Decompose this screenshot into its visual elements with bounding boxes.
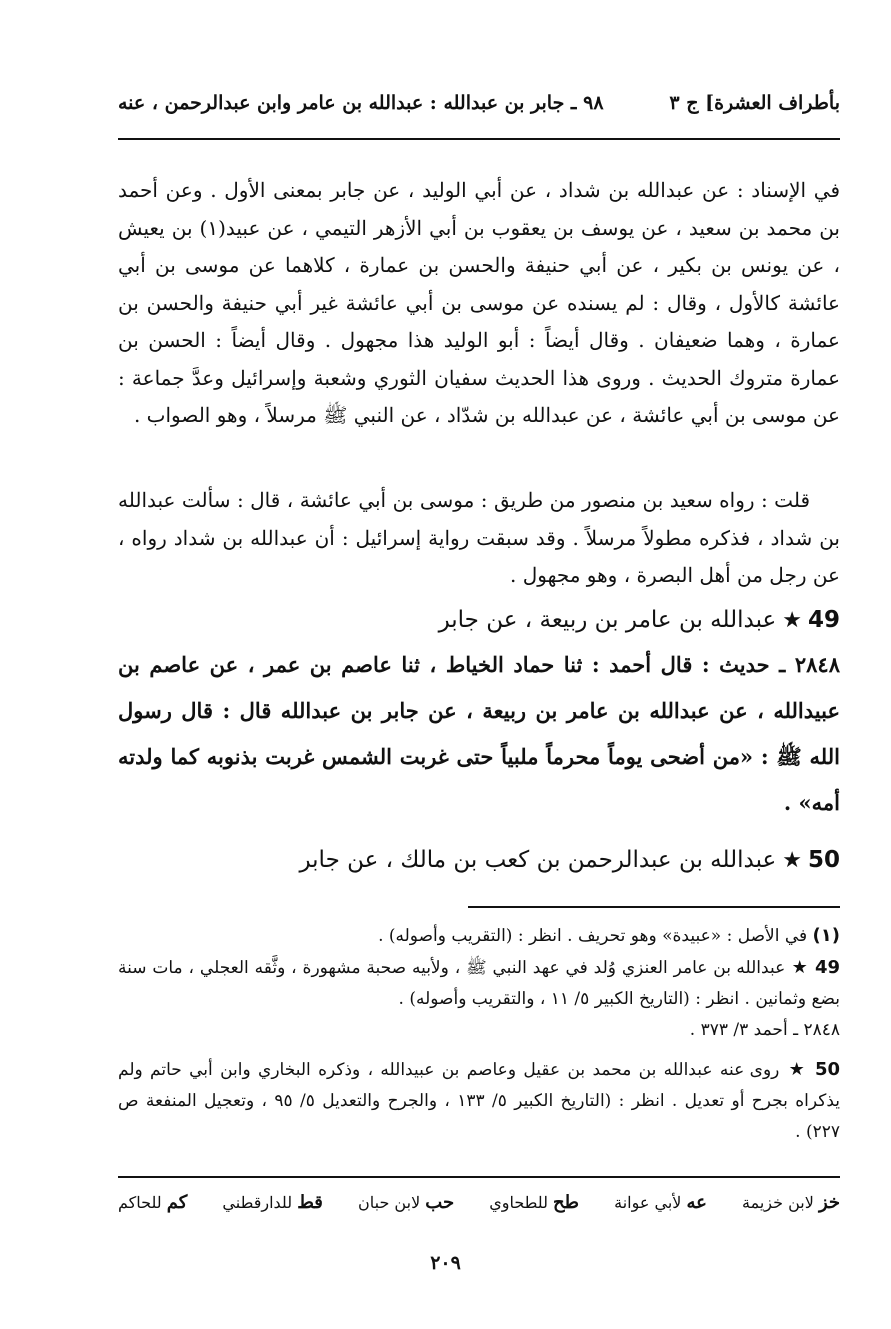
footnote bbox=[118, 1054, 840, 1148]
header-rule bbox=[118, 138, 840, 140]
hadith-2848: ٢٨٤٨ ـ حديث : قال أحمد : ثنا حماد الخياط ، ثنا عاصم بن عمر ، عن عاصم بن عبيدالله ، عن عبدالله بن عامر بن ربيعة ، عن جابر بن عبدالله قال : قال رسول الله ﷺ : «من أضحى يوماً محرماً ملبياً حتى غربت الشمس غربت بذنوبه كما ولدته أمه» . bbox=[118, 652, 840, 815]
footnote-text: في الأصل : «عبيدة» وهو تحريف . انظر : (التقريب وأصوله) . bbox=[378, 926, 808, 946]
footnote-marker: 50 ★ bbox=[786, 1059, 841, 1080]
footnote-marker: (١) bbox=[812, 925, 840, 946]
footnote-text: روى عنه عبدالله بن محمد بن عقيل وعاصم بن عبيدالله ، وذكره البخاري وابن أبي حاتم ولم يذكراه بجرح أو تعديل . انظر : (التاريخ الكبير ٥/ ١٣٣ ، والجرح والتعديل ٥/ ٩٥ ، وتعجيل المنفعة ص ٢٢٧) . bbox=[118, 1060, 840, 1142]
running-header bbox=[118, 92, 840, 124]
footnote-text: ٢٨٤٨ ـ أحمد ٣/ ٣٧٣ . bbox=[689, 1020, 840, 1040]
footnote bbox=[118, 920, 840, 952]
star-icon: ★ bbox=[782, 848, 802, 873]
footnote bbox=[118, 1015, 840, 1046]
header-chapter: ٩٨ ـ جابر بن عبدالله : عبدالله بن عامر وابن عبدالرحمن ، عنه bbox=[118, 92, 604, 114]
footnote-text: عبدالله بن عامر العنزي وُلد في عهد النبي ﷺ ، ولأبيه صحبة مشهورة ، وثَّقه العجلي ، مات سنة بضع وثمانين . انظر : (التاريخ الكبير ٥/ ١١ ، والتقريب وأصوله) . bbox=[118, 958, 840, 1009]
footnote bbox=[118, 952, 840, 1015]
footnote-marker: 49 ★ bbox=[791, 957, 841, 978]
entry-heading-49 bbox=[118, 600, 840, 641]
entry-number: 49 bbox=[807, 607, 840, 633]
entry-title: عبدالله بن عامر بن ربيعة ، عن جابر bbox=[438, 607, 777, 633]
paragraph-qultu: قلت : رواه سعيد بن منصور من طريق : موسى بن أبي عائشة ، قال : سألت عبدالله بن شداد ، فذكره مطولاً مرسلاً . وقد سبقت رواية إسرائيل : أن عبدالله بن شداد رواه ، عن رجل من أهل البصرة ، وهو مجهول . bbox=[118, 488, 840, 587]
abbrev-item: كم للحاكم bbox=[118, 1192, 188, 1213]
abbrev-item: طح للطحاوي bbox=[489, 1192, 579, 1213]
footer-rule bbox=[118, 1176, 840, 1178]
abbrev-item: حب لابن حبان bbox=[358, 1192, 455, 1213]
entry-heading-50 bbox=[118, 840, 840, 881]
paragraph-isnad: في الإسناد : عن عبدالله بن شداد ، عن أبي الوليد ، عن جابر بمعنى الأول . وعن أحمد بن محمد بن سعيد ، عن يوسف بن يعقوب بن أبي الأزهر التيمي ، عن عبيد(١) بن يعيش ، عن يونس بن بكير ، عن أبي حنيفة والحسن بن عمارة ، كلاهما عن موسى بن أبي عائشة كالأول ، وقال : لم يسنده عن موسى بن أبي عائشة غير أبي حنيفة والحسن بن عمارة ، وهما ضعيفان . وقال أيضاً : أبو الوليد هذا مجهول . وقال أيضاً : الحسن بن عمارة متروك الحديث . وروى هذا الحديث سفيان الثوري وشعبة وإسرائيل وعدَّ جماعة : عن موسى بن أبي عائشة ، عن عبدالله بن شدّاد ، عن النبي ﷺ مرسلاً ، وهو الصواب . bbox=[118, 178, 841, 427]
page-number: ٢٠٩ bbox=[430, 1252, 461, 1274]
abbrev-item: خز لابن خزيمة bbox=[742, 1192, 840, 1213]
abbreviation-key bbox=[118, 1192, 840, 1213]
abbrev-item: عه لأبي عوانة bbox=[614, 1192, 707, 1213]
header-volume: بأطراف العشرة] ج ٣ bbox=[669, 92, 840, 114]
entry-title: عبدالله بن عبدالرحمن بن كعب بن مالك ، عن جابر bbox=[299, 847, 777, 873]
entry-number: 50 bbox=[807, 847, 840, 873]
footnotes bbox=[118, 920, 840, 1148]
footnote-rule bbox=[468, 906, 840, 908]
star-icon: ★ bbox=[782, 608, 802, 633]
abbrev-item: قط للدارقطني bbox=[222, 1192, 323, 1213]
